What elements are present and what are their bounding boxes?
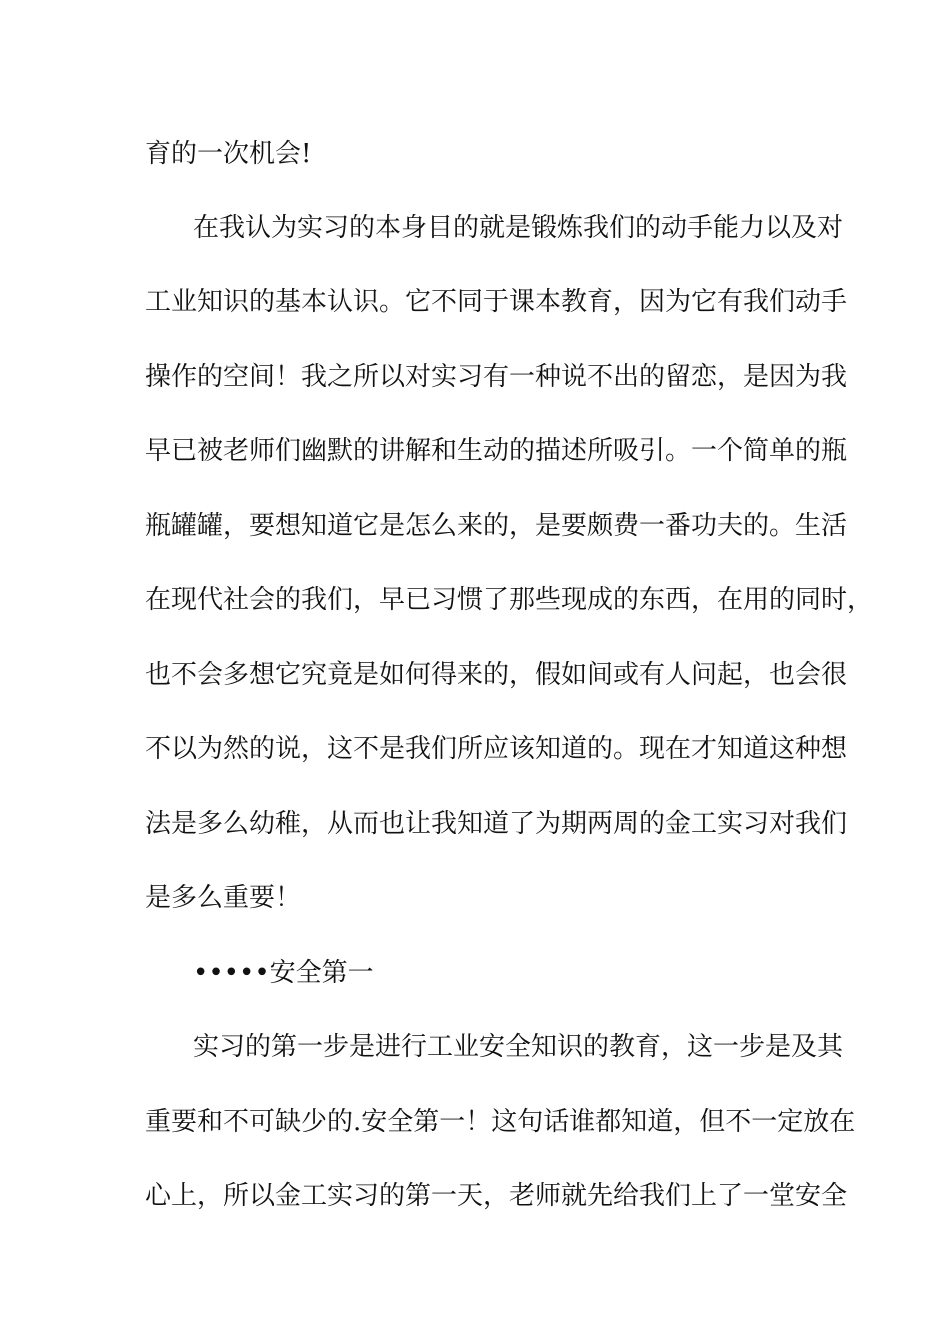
section-heading: •••••安全第一 (193, 958, 374, 988)
paragraph-line: 也不会多想它究竟是如何得来的，假如间或有人问起，也会很 (145, 660, 848, 690)
paragraph-line: 在我认为实习的本身目的就是锻炼我们的动手能力以及对 (193, 213, 844, 243)
paragraph-line: 重要和不可缺少的.安全第一！这句话谁都知道，但不一定放在 (145, 1107, 856, 1137)
paragraph-line: 操作的空间！我之所以对实习有一种说不出的留恋，是因为我 (145, 362, 848, 392)
paragraph-line: 早已被老师们幽默的讲解和生动的描述所吸引。一个简单的瓶 (145, 436, 848, 466)
paragraph-line: 育的一次机会! (145, 139, 312, 169)
paragraph-line: 不以为然的说，这不是我们所应该知道的。现在才知道这种想 (145, 734, 848, 764)
paragraph-line: 法是多么幼稚，从而也让我知道了为期两周的金工实习对我们 (145, 809, 848, 839)
paragraph-line: 瓶罐罐，要想知道它是怎么来的，是要颇费一番功夫的。生活 (145, 511, 848, 541)
paragraph-line: 工业知识的基本认识。它不同于课本教育，因为它有我们动手 (145, 287, 848, 317)
paragraph-line: 心上，所以金工实习的第一天，老师就先给我们上了一堂安全 (145, 1181, 848, 1211)
paragraph-line: 是多么重要！ (145, 883, 302, 913)
paragraph-line: 在现代社会的我们，早已习惯了那些现成的东西，在用的同时， (145, 585, 874, 615)
paragraph-line: 实习的第一步是进行工业安全知识的教育，这一步是及其 (193, 1032, 844, 1062)
